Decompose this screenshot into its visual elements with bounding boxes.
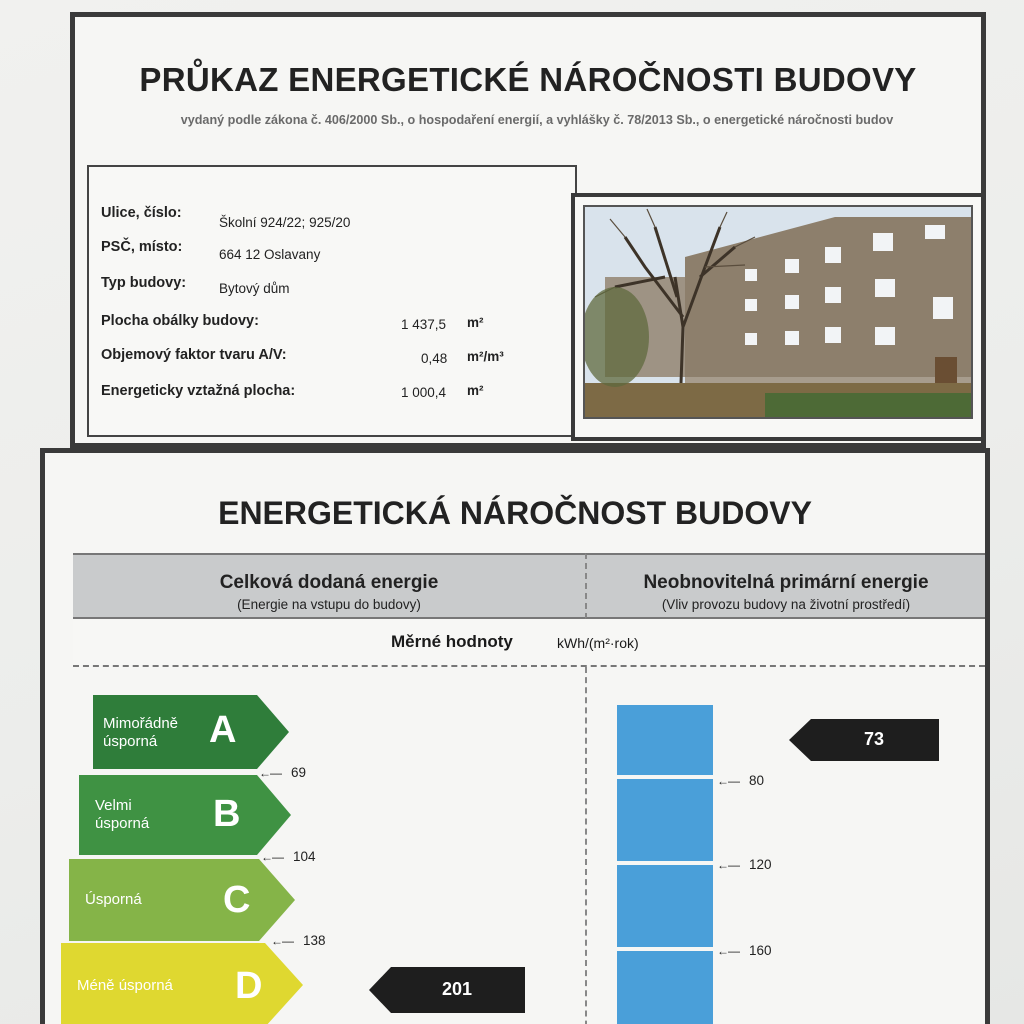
class-b-label-2: úsporná (95, 815, 150, 832)
class-b-label-1: Velmi (95, 797, 132, 814)
left-threshold-c: ←— 138 (271, 933, 326, 948)
class-a-label-2: úsporná (103, 733, 158, 750)
class-d-letter: D (235, 965, 263, 1007)
building-photo-frame (571, 193, 985, 441)
rating-section-title: ENERGETICKÁ NÁROČNOST BUDOVY (218, 495, 812, 531)
primary-energy-header (585, 553, 985, 619)
specific-values-row (73, 619, 985, 667)
primary-energy-value: 73 (863, 729, 885, 749)
document-subtitle: vydaný podle zákona č. 406/2000 Sb., o hospodaření energií, a vyhlášky č. 78/2013 Sb., o energetické náročnosti budov (180, 113, 894, 127)
area-value: 1 000,4 (401, 385, 447, 400)
specific-values-unit: kWh/(m²·rok) (557, 635, 639, 651)
right-threshold-3: ←— 160 (717, 943, 772, 958)
class-d-label-1: Méně úsporná (77, 977, 173, 994)
av-label: Objemový faktor tvaru A/V: (101, 347, 287, 363)
primary-energy-subtitle: (Vliv provozu budovy na životní prostředí) (661, 597, 911, 612)
right-threshold-1: ←— 80 (717, 773, 765, 788)
left-threshold-a: ←— 69 (259, 765, 307, 780)
class-c-arrow (69, 859, 299, 941)
primary-energy-title: Neobnovitelná primární energie (643, 572, 929, 593)
envelope-unit: m² (467, 315, 484, 330)
delivered-energy-header (73, 553, 585, 619)
class-c-label-1: Úsporná (85, 891, 142, 908)
primary-bar-segment-1 (617, 705, 713, 775)
building-info-box (87, 165, 577, 437)
area-unit: m² (467, 383, 484, 398)
certificate-header-frame (70, 12, 986, 448)
class-a-letter: A (209, 709, 237, 751)
left-threshold-b: ←— 104 (261, 849, 316, 864)
envelope-label: Plocha obálky budovy: (101, 313, 259, 329)
class-a-arrow (93, 695, 293, 769)
delivered-energy-subtitle: (Energie na vstupu do budovy) (237, 597, 421, 612)
right-threshold-2: ←— 120 (717, 857, 772, 872)
area-label: Energeticky vztažná plocha: (101, 383, 296, 399)
specific-values-label: Měrné hodnoty (391, 632, 513, 651)
class-c-letter: C (223, 879, 251, 921)
primary-energy-marker (789, 719, 939, 766)
class-b-letter: B (213, 793, 241, 835)
primary-bar-segment-2 (617, 779, 713, 861)
energy-rating-frame (40, 448, 990, 1024)
class-a-label-1: Mimořádně (103, 715, 179, 732)
type-label: Typ budovy: (101, 275, 187, 291)
envelope-value: 1 437,5 (401, 317, 447, 332)
delivered-energy-value: 201 (441, 979, 473, 999)
av-unit: m²/m³ (467, 349, 504, 364)
primary-bar-segment-3 (617, 865, 713, 947)
zip-label: PSČ, místo: (101, 239, 183, 255)
document-title: PRŮKAZ ENERGETICKÉ NÁROČNOSTI BUDOVY (139, 61, 917, 98)
building-photo (583, 205, 973, 419)
av-value: 0,48 (421, 351, 448, 366)
type-value: Bytový dům (219, 281, 290, 296)
delivered-energy-title: Celková dodaná energie (219, 572, 439, 593)
class-d-arrow (61, 943, 307, 1024)
primary-bar-segment-4 (617, 951, 713, 1024)
street-value: Školní 924/22; 925/20 (219, 215, 351, 230)
class-b-arrow (79, 775, 295, 855)
street-label: Ulice, číslo: (101, 205, 182, 221)
zip-value: 664 12 Oslavany (219, 247, 321, 262)
delivered-energy-marker (369, 967, 525, 1018)
column-divider (585, 667, 587, 1024)
